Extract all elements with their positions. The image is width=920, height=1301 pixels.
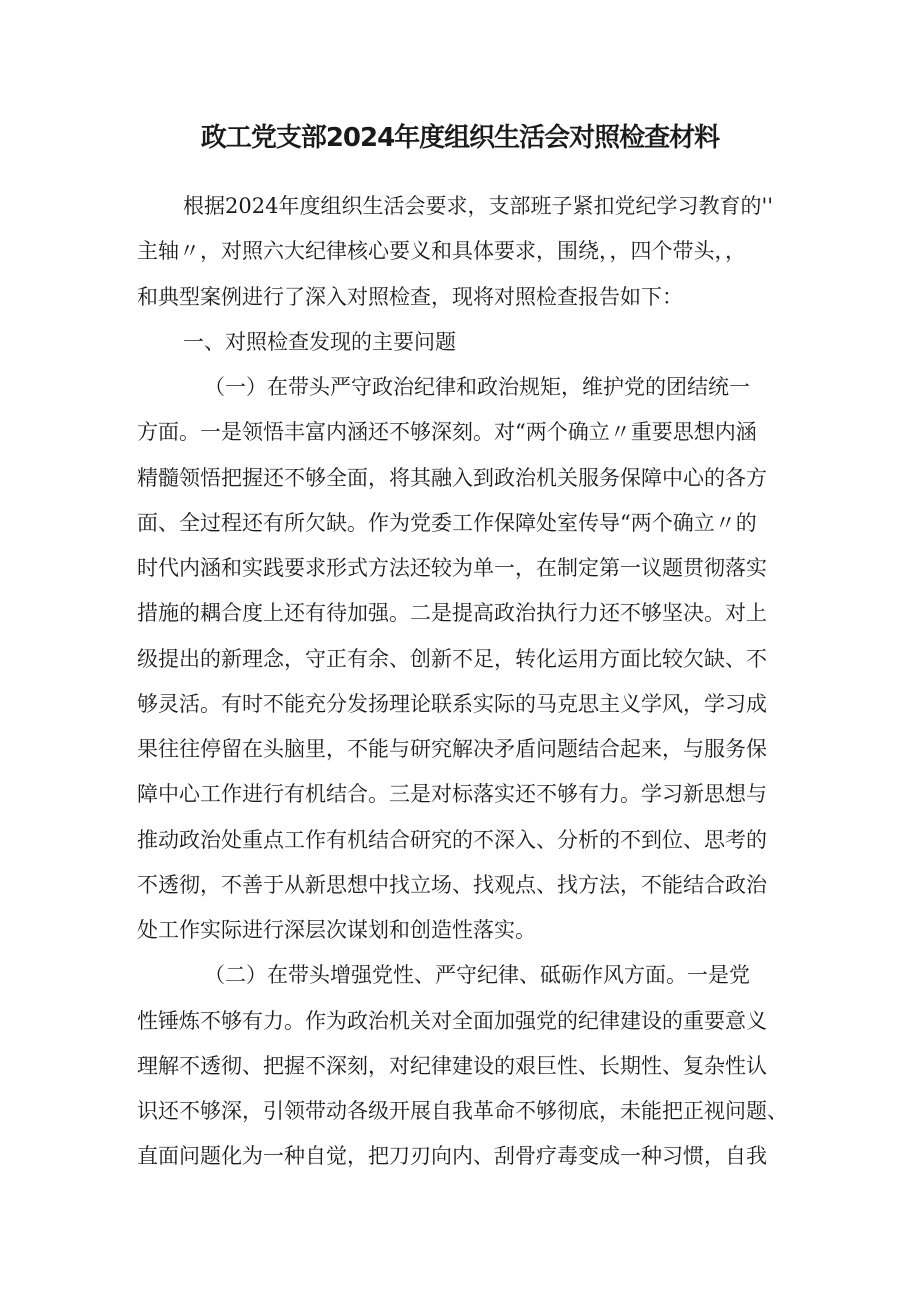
paragraph-line: 时代内涵和实践要求形式方法还较为单一，在制定第一议题贯彻落实 <box>137 556 767 580</box>
paragraph-line: 处工作实际进行深层次谋划和创造性落实。 <box>137 918 536 942</box>
paragraph-line: 不透彻，不善于从新思想中找立场、找观点、找方法，不能结合政治 <box>137 873 767 897</box>
paragraph-line: 障中心工作进行有机结合。三是对标落实还不够有力。学习新思想与 <box>137 782 767 806</box>
paragraph-line: 性锤炼不够有力。作为政治机关对全面加强党的纪律建设的重要意义 <box>137 1009 767 1033</box>
paragraph-line: 级提出的新理念，守正有余、创新不足，转化运用方面比较欠缺、不 <box>137 647 767 671</box>
paragraph-line: 精髓领悟把握还不够全面，将其融入到政治机关服务保障中心的各方 <box>137 466 767 490</box>
paragraph-line: 推动政治处重点工作有机结合研究的不深入、分析的不到位、思考的 <box>137 828 767 852</box>
paragraph-line: 主轴〃，对照六大纪律核心要义和具体要求，围绕，，四个带头，， <box>137 239 746 263</box>
paragraph-line: 措施的耦合度上还有待加强。二是提高政治执行力还不够坚决。对上 <box>137 601 767 625</box>
paragraph-line: （二）在带头增强党性、严守纪律、砥砺作风方面。一是党 <box>204 963 750 987</box>
paragraph-line: 和典型案例进行了深入对照检查，现将对照检查报告如下： <box>137 285 683 309</box>
document-title: 政工党支部2024年度组织生活会对照检查材料 <box>200 123 720 153</box>
paragraph-line: （一）在带头严守政治纪律和政治规矩，维护党的团结统一 <box>204 375 750 399</box>
paragraph-line: 直面问题化为一种自觉，把刀刃向内、刮骨疗毒变成一种习惯，自我 <box>137 1144 767 1168</box>
section-heading: 一、对照检查发现的主要问题 <box>183 330 456 354</box>
paragraph-line: 果往往停留在头脑里，不能与研究解决矛盾问题结合起来，与服务保 <box>137 737 767 761</box>
paragraph-line: 识还不够深，引领带动各级开展自我革命不够彻底，未能把正视问题、 <box>137 1099 788 1123</box>
paragraph-line: 根据2024年度组织生活会要求，支部班子紧扣党纪学习教育的'' <box>183 194 773 218</box>
paragraph-line: 理解不透彻、把握不深刻，对纪律建设的艰巨性、长期性、复杂性认 <box>137 1054 767 1078</box>
paragraph-line: 面、全过程还有所欠缺。作为党委工作保障处室传导“两个确立〃的 <box>137 511 757 535</box>
paragraph-line: 够灵活。有时不能充分发扬理论联系实际的马克思主义学风，学习成 <box>137 692 767 716</box>
paragraph-line: 方面。一是领悟丰富内涵还不够深刻。对“两个确立〃重要思想内涵 <box>137 420 757 444</box>
